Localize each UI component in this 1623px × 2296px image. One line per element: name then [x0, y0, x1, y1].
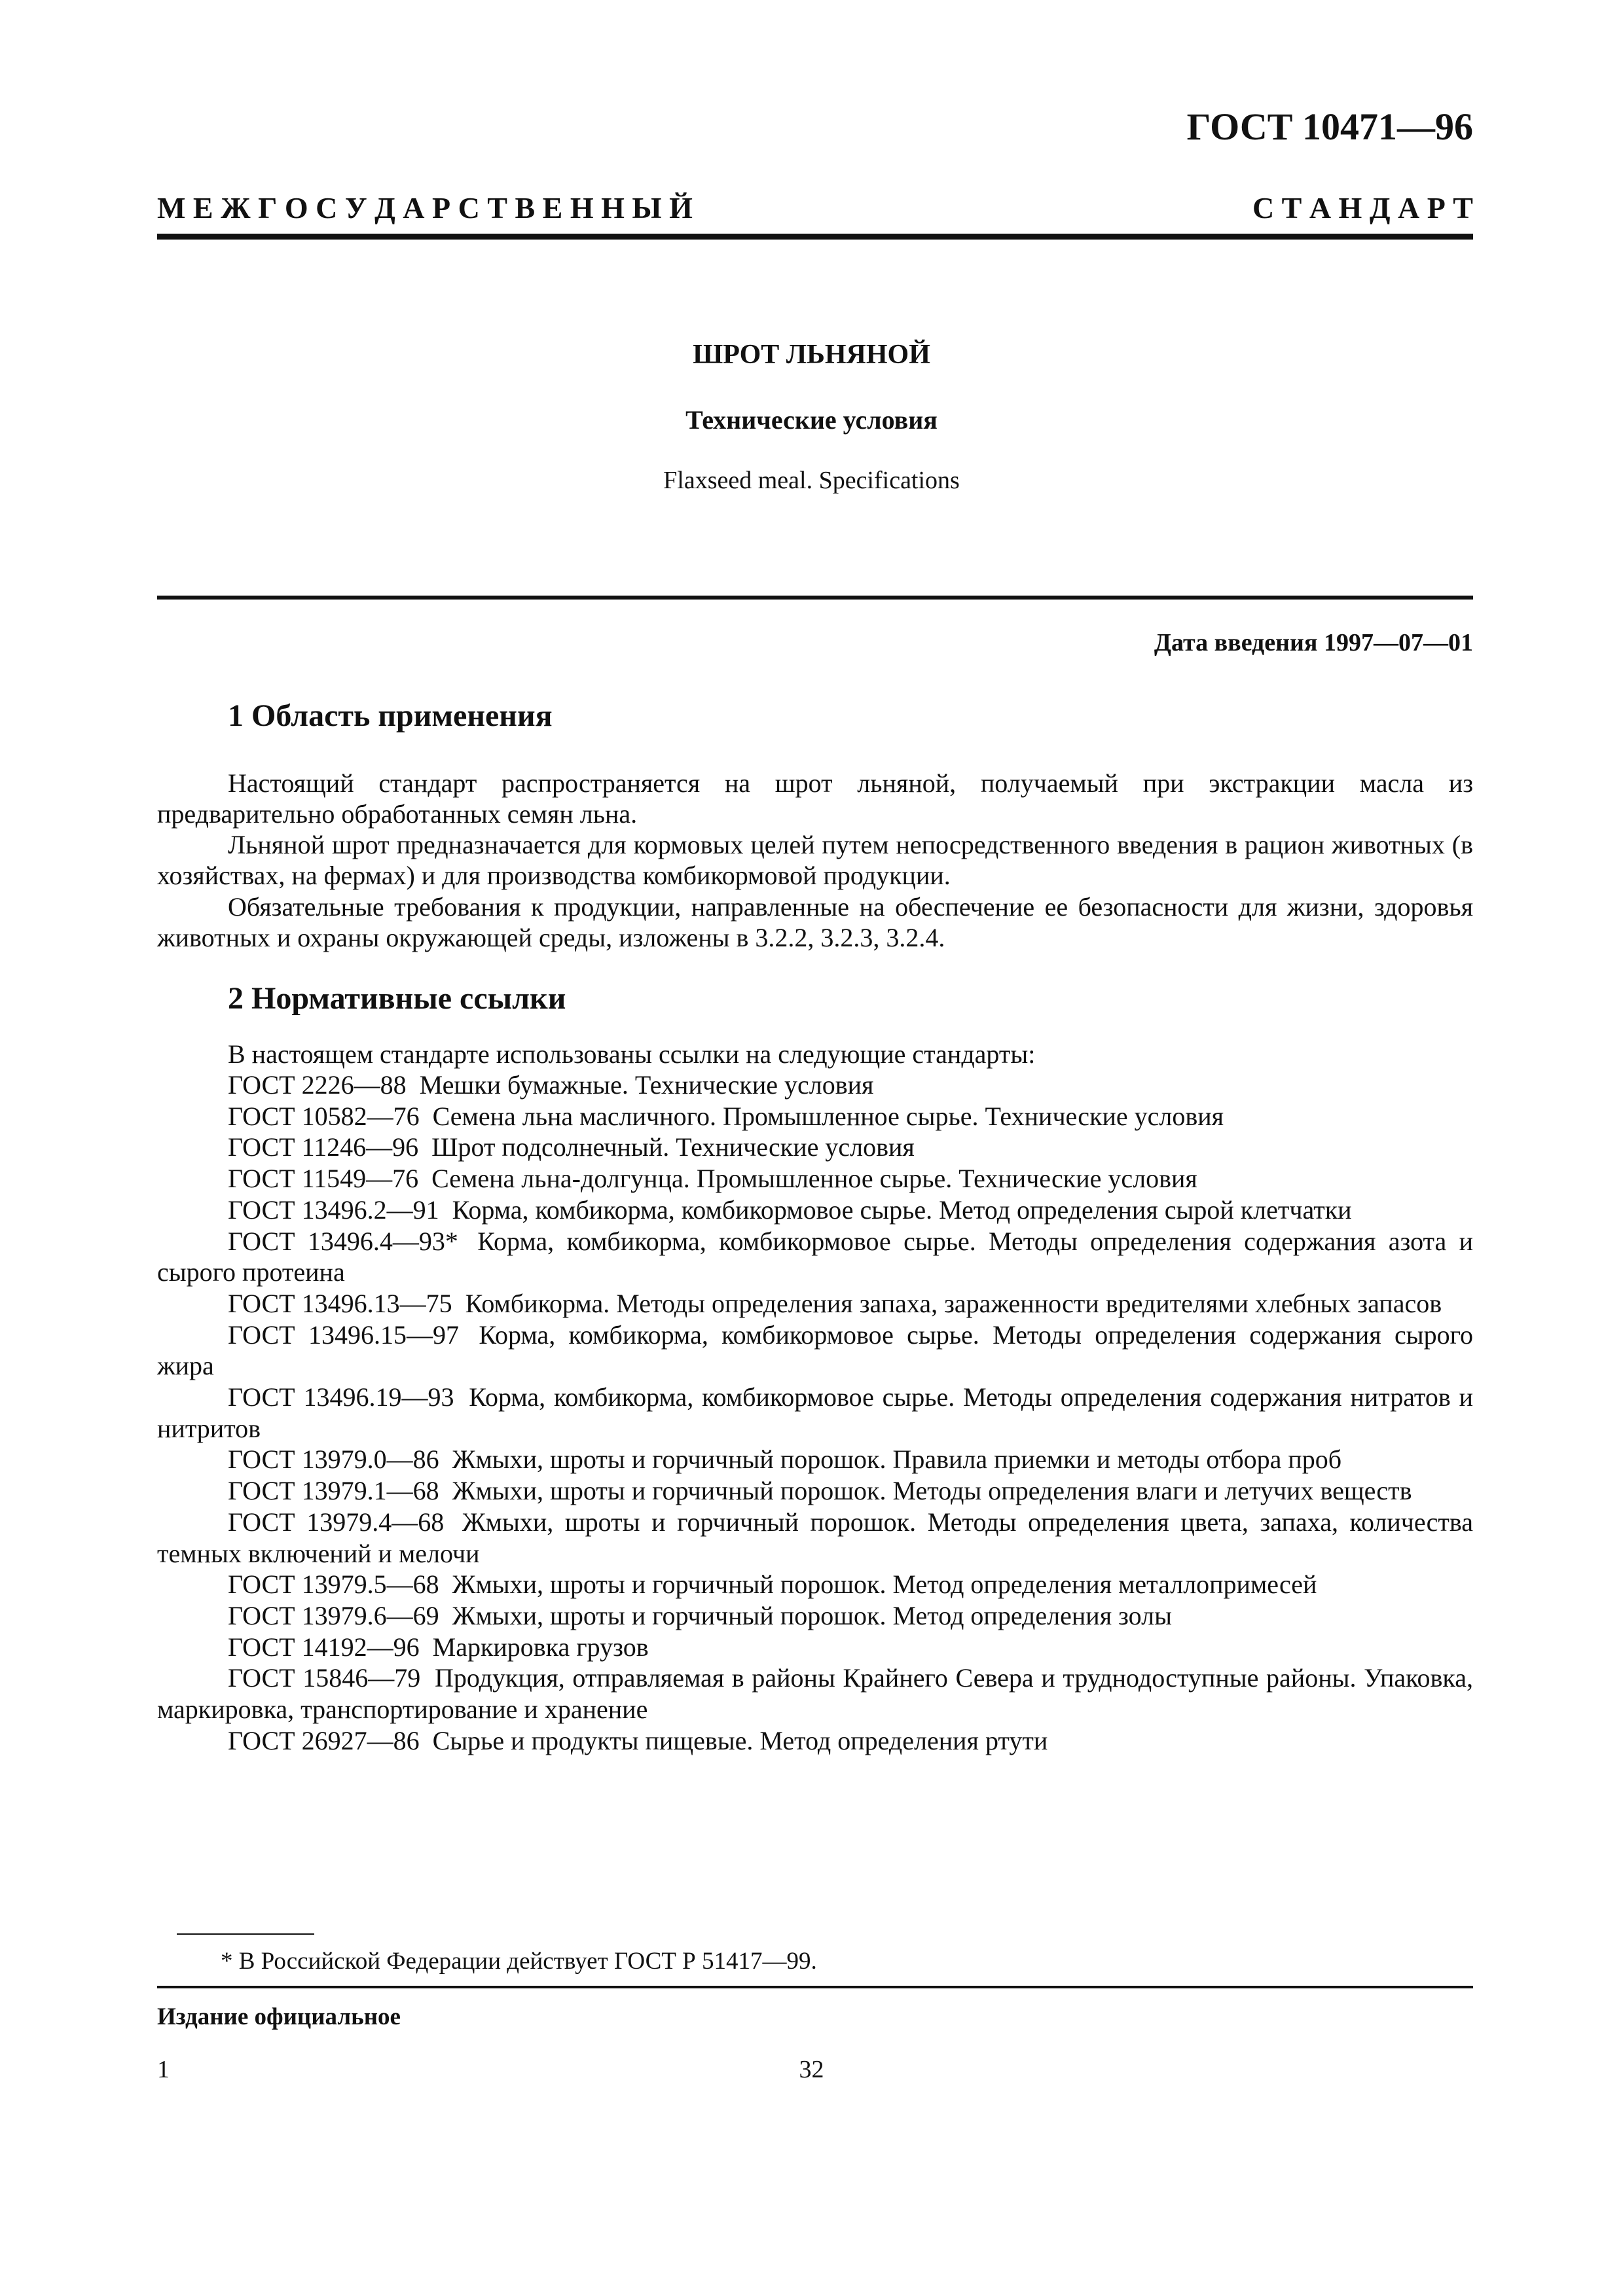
reference-title: Жмыхи, шроты и горчичный порошок. Методы определения влаги и летучих веществ: [452, 1476, 1412, 1506]
reference-item: [157, 1662, 1473, 1725]
reference-item: [157, 1194, 1473, 1226]
reference-code: ГОСТ 10582—76: [228, 1101, 420, 1131]
reference-code: ГОСТ 13979.4—68: [228, 1507, 445, 1537]
reference-item: [157, 1632, 1473, 1663]
section-1-paragraph: Льняной шрот предназначается для кормовых целей путем непосредственного введения в рацион животных (в хозяйствах, на фермах) и для производства комбикормовой продукции.: [157, 830, 1473, 890]
footnote: * В Российской Федерации действует ГОСТ Р 51417—99.: [221, 1948, 817, 1975]
reference-code: ГОСТ 11549—76: [228, 1164, 419, 1194]
reference-code: ГОСТ 13496.13—75: [228, 1288, 452, 1318]
title-rule: [157, 596, 1473, 600]
section-1-heading: 1 Область применения: [228, 698, 553, 733]
reference-code: ГОСТ 14192—96: [228, 1632, 420, 1662]
reference-item: [157, 1569, 1473, 1600]
section-1-paragraph: Настоящий стандарт распространяется на шрот льняной, получаемый при экстракции масла из предварительно обработанных семян льна.: [157, 768, 1473, 829]
reference-title: Комбикорма. Методы определения запаха, зараженности вредителями хлебных запасов: [465, 1288, 1442, 1318]
reference-item: [157, 1101, 1473, 1132]
normative-references-list: [157, 1069, 1473, 1756]
reference-title: Корма, комбикорма, комбикормовое сырье. Методы определения содержания азота и сырого протеина: [157, 1226, 1473, 1287]
reference-code: ГОСТ 11246—96: [228, 1132, 419, 1162]
reference-title: Корма, комбикорма, комбикормовое сырье. Метод определения сырой клетчатки: [452, 1194, 1352, 1225]
document-number: ГОСТ 10471—96: [1186, 105, 1473, 148]
reference-code: ГОСТ 26927—86: [228, 1725, 420, 1755]
standard-type-header: [157, 190, 1473, 226]
reference-item: [157, 1600, 1473, 1632]
reference-code: ГОСТ 13979.6—69: [228, 1600, 439, 1630]
reference-title: Семена льна масличного. Промышленное сырье. Технические условия: [432, 1101, 1224, 1131]
reference-title: Корма, комбикорма, комбикормовое сырье. Методы определения содержания нитратов и нитритов: [157, 1382, 1473, 1443]
section-1-paragraph: Обязательные требования к продукции, направленные на обеспечение ее безопасности для жизни, здоровья животных и охраны окружающей среды, изложены в 3.2.2, 3.2.3, 3.2.4.: [157, 892, 1473, 952]
reference-code: ГОСТ 13496.2—91: [228, 1194, 439, 1225]
header-rule: [157, 234, 1473, 240]
reference-code: ГОСТ 13979.1—68: [228, 1476, 439, 1506]
reference-code: ГОСТ 13496.15—97: [228, 1319, 459, 1350]
reference-title: Сырье и продукты пищевые. Метод определения ртути: [432, 1725, 1048, 1755]
standard-type-word-interstate: М Е Ж Г О С У Д А Р С Т В Е Н Н Ы Й: [157, 191, 693, 224]
reference-code: ГОСТ 13496.4—93*: [228, 1226, 458, 1256]
footer-rule: [157, 1986, 1473, 1988]
reference-item: [157, 1132, 1473, 1163]
reference-code: ГОСТ 2226—88: [228, 1070, 407, 1100]
english-title: Flaxseed meal. Specifications: [663, 467, 960, 494]
reference-title: Маркировка грузов: [432, 1632, 649, 1662]
document-subtitle: Технические условия: [685, 405, 938, 435]
reference-item: [157, 1725, 1473, 1757]
reference-code: ГОСТ 13496.19—93: [228, 1382, 454, 1412]
reference-item: [157, 1069, 1473, 1101]
reference-title: Продукция, отправляемая в районы Крайнего Севера и труднодоступные районы. Упаковка, маркировка, транспортирование и хранение: [157, 1663, 1473, 1725]
reference-item: [157, 1444, 1473, 1475]
section-2-intro: В настоящем стандарте использованы ссылки на следующие стандарты:: [228, 1039, 1036, 1069]
page-number-center: 32: [799, 2056, 824, 2083]
reference-title: Жмыхи, шроты и горчичный порошок. Метод определения металлопримесей: [452, 1570, 1317, 1600]
introduction-date: Дата введения 1997—07—01: [1154, 629, 1473, 656]
reference-title: Семена льна-долгунца. Промышленное сырье. Технические условия: [431, 1164, 1197, 1194]
reference-title: Жмыхи, шроты и горчичный порошок. Методы определения цвета, запаха, количества темных включений и мелочи: [157, 1507, 1474, 1568]
section-2-heading: 2 Нормативные ссылки: [228, 981, 566, 1016]
reference-item: [157, 1475, 1473, 1507]
footnote-separator: [177, 1933, 314, 1935]
reference-item: [157, 1319, 1473, 1382]
edition-label: Издание официальное: [157, 2003, 401, 2030]
reference-code: ГОСТ 15846—79: [228, 1663, 421, 1693]
reference-item: [157, 1382, 1473, 1444]
reference-title: Жмыхи, шроты и горчичный порошок. Метод определения золы: [452, 1600, 1172, 1630]
reference-title: Шрот подсолнечный. Технические условия: [431, 1132, 915, 1162]
reference-code: ГОСТ 13979.5—68: [228, 1570, 439, 1600]
standard-type-word-standard: С Т А Н Д А Р Т: [1252, 191, 1473, 224]
reference-item: [157, 1226, 1473, 1288]
reference-item: [157, 1288, 1473, 1319]
document-title: ШРОТ ЛЬНЯНОЙ: [693, 340, 930, 370]
reference-title: Жмыхи, шроты и горчичный порошок. Правила приемки и методы отбора проб: [452, 1444, 1342, 1475]
reference-code: ГОСТ 13979.0—86: [228, 1444, 439, 1475]
reference-item: [157, 1163, 1473, 1194]
reference-item: [157, 1507, 1473, 1569]
reference-title: Мешки бумажные. Технические условия: [419, 1070, 874, 1100]
reference-title: Корма, комбикорма, комбикормовое сырье. Методы определения содержания сырого жира: [157, 1319, 1474, 1381]
page-number-left: 1: [157, 2056, 170, 2083]
